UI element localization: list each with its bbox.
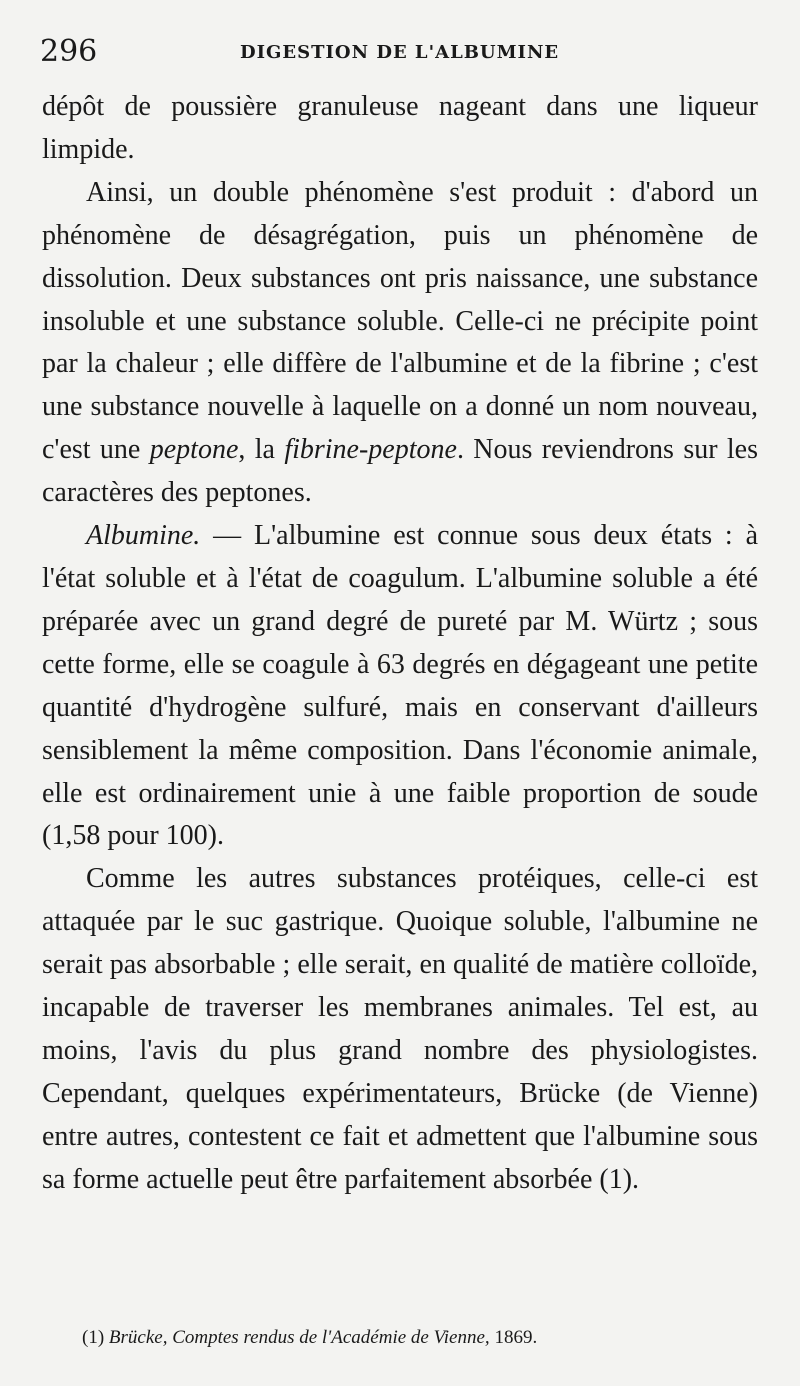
paragraph-1: dépôt de poussière granuleuse nageant dans une liqueur limpide. [42,91,758,165]
term-peptone: peptone [149,434,239,466]
paragraph-3-text: — L'albumine est connue sous deux états : à l'état soluble et à l'état de coagulum. L'albumine soluble a été préparée avec un grand degré de pureté par M. Würtz ; sous cette forme, elle se coagule à 63 degrés en dégageant une petite quantité d'hydrogène sulfuré, mais en conservant d'ailleurs sensiblement la même composition. Dans l'économie animale, elle est ordinairement unie à une faible proportion de soude (1,58 pour 100). [42,520,758,852]
footnote-marker: (1) [82,1327,105,1348]
section-title-albumine: Albumine. [86,520,201,552]
paragraph-3 [42,515,758,858]
footnote-year: 1869. [489,1327,538,1348]
running-head: DIGESTION DE L'ALBUMINE [240,42,560,63]
paragraph-2-mid: , la [238,434,275,466]
footnote-source: Brücke, Comptes rendus de l'Académie de Vienne, [108,1327,490,1348]
page-number: 296 [40,34,98,69]
page-header [40,34,760,74]
footnote [82,1325,762,1351]
paragraph-2-end: . Nous reviendrons sur les caractères des peptones. [42,434,758,509]
paragraph-4: Comme les autres substances protéiques, celle-ci est attaquée par le suc gastrique. Quoique soluble, l'albumine ne serait pas absorbable ; elle serait, en qualité de matière colloïde, incapable de traverser les membranes animales. Tel est, au moins, l'avis du plus grand nombre des physiologistes. Cependant, quelques expérimentateurs, Brücke (de Vienne) entre autres, contestent ce fait et admettent que l'albumine sous sa forme actuelle peut être parfaitement absorbée (1). [42,863,758,1195]
body-text [42,86,758,1202]
paragraph-2-text: Ainsi, un double phénomène s'est produit : d'abord un phénomène de désagrégation, puis un phénomène de dissolution. Deux substances ont pris naissance, une substance insoluble et une substance soluble. Celle-ci ne précipite point par la chaleur ; elle diffère de l'albumine et de la fibrine ; c'est une substance nouvelle à laquelle on a donné un nom nouveau, c'est une [42,176,758,466]
term-fibrine-peptone: fibrine-peptone [284,434,457,466]
paragraph-2 [42,172,758,515]
